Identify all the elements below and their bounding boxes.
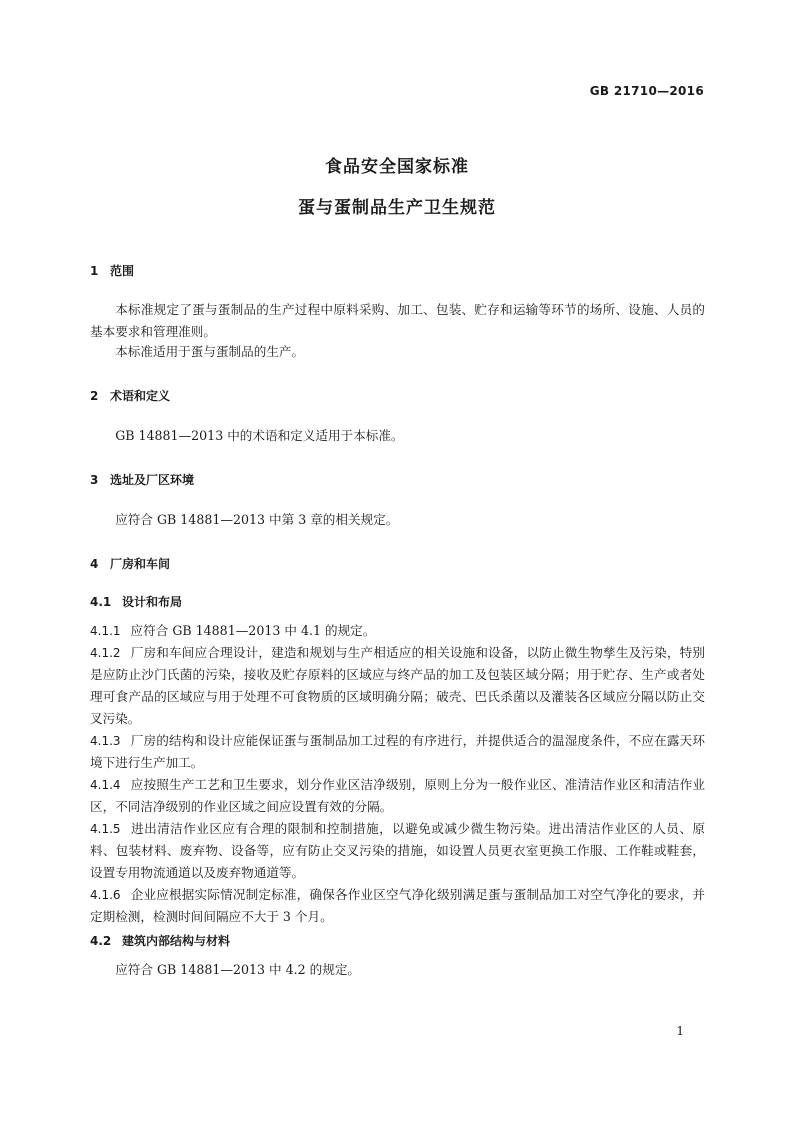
section-4-1-heading <box>90 593 182 610</box>
clause-text: 应符合 GB 14881—2013 中 4.1 的规定。 <box>130 623 376 638</box>
section-title: 范围 <box>110 264 135 278</box>
clause-text: 进出清洁作业区应有合理的限制和控制措施，以避免或减少微生物污染。进出清洁作业区的人员、原料、包装材料、废弃物、设备等，应有防止交叉污染的措施，如设置人员更衣室更换工作服、工作鞋或鞋套，设置专用物流通道以及废弃物通道等。 <box>90 821 705 880</box>
section-title: 术语和定义 <box>110 389 171 403</box>
section-4-heading <box>90 555 170 572</box>
section-title: 选址及厂区环境 <box>110 473 195 487</box>
clause-number: 4.1.1 <box>90 624 121 638</box>
section-title: 厂房和车间 <box>110 557 171 571</box>
clause-4-1-2 <box>90 642 705 730</box>
section-number: 4.2 <box>90 934 112 948</box>
clause-4-1-4 <box>90 774 705 818</box>
clause-4-1-3 <box>90 730 705 774</box>
clause-number: 4.1.6 <box>90 888 121 902</box>
clause-number: 4.1.3 <box>90 734 121 748</box>
section-number: 3 <box>90 473 99 487</box>
section-title: 建筑内部结构与材料 <box>122 934 231 948</box>
section-1-heading <box>90 262 134 279</box>
standard-code: GB 21710—2016 <box>589 84 704 98</box>
section-number: 4.1 <box>90 595 112 609</box>
paragraph: 应符合 GB 14881—2013 中第 3 章的相关规定。 <box>115 512 399 527</box>
section-2-heading <box>90 387 170 404</box>
page-number: 1 <box>676 1024 684 1038</box>
document-subtitle: 蛋与蛋制品生产卫生规范 <box>298 198 496 218</box>
paragraph: 本标准规定了蛋与蛋制品的生产过程中原料采购、加工、包装、贮存和运输等环节的场所、设施、人员的基本要求和管理准则。 <box>90 302 705 339</box>
clause-4-1-1 <box>90 620 705 642</box>
document-title: 食品安全国家标准 <box>325 157 469 177</box>
section-title: 设计和布局 <box>122 595 183 609</box>
clause-text: 应按照生产工艺和卫生要求，划分作业区洁净级别，原则上分为一般作业区、准清洁作业区和清洁作业区，不同洁净级别的作业区域之间应设置有效的分隔。 <box>90 777 705 814</box>
section-number: 4 <box>90 557 99 571</box>
clause-number: 4.1.2 <box>90 646 121 660</box>
paragraph: GB 14881—2013 中的术语和定义适用于本标准。 <box>115 428 404 443</box>
clause-text: 厂房和车间应合理设计，建造和规划与生产相适应的相关设施和设备，以防止微生物孳生及污染，特别是应防止沙门氏菌的污染，接收及贮存原料的区域应与终产品的加工及包装区域分隔；用于贮存、生产或者处理可食产品的区域应与用于处理不可食物质的区域明确分隔；破壳、巴氏杀菌以及灌装各区域应分隔以防止交叉污染。 <box>90 645 705 726</box>
clause-4-1-6 <box>90 884 705 928</box>
clause-text: 厂房的结构和设计应能保证蛋与蛋制品加工过程的有序进行，并提供适合的温湿度条件，不应在露天环境下进行生产加工。 <box>90 733 705 770</box>
clause-4-1-5 <box>90 818 705 884</box>
clause-text: 企业应根据实际情况制定标准，确保各作业区空气净化级别满足蛋与蛋制品加工对空气净化的要求，并定期检测，检测时间间隔应不大于 3 个月。 <box>90 887 705 924</box>
section-number: 1 <box>90 264 99 278</box>
section-3-heading <box>90 471 194 488</box>
paragraph: 本标准适用于蛋与蛋制品的生产。 <box>115 344 305 359</box>
clause-number: 4.1.4 <box>90 778 121 792</box>
paragraph: 应符合 GB 14881—2013 中 4.2 的规定。 <box>115 962 361 977</box>
section-number: 2 <box>90 389 99 403</box>
clause-number: 4.1.5 <box>90 822 121 836</box>
section-4-2-heading <box>90 932 230 949</box>
